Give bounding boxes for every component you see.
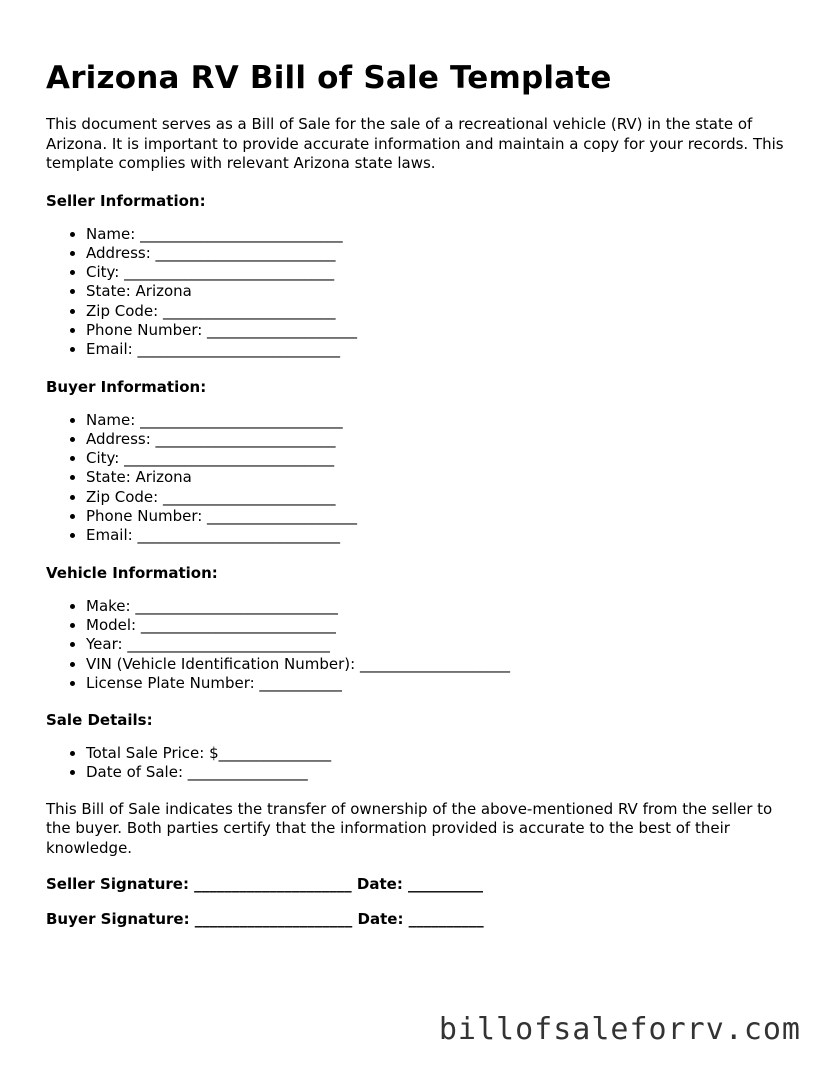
seller-state-item: • State: Arizona bbox=[86, 282, 786, 301]
vehicle-vin-item: • VIN (Vehicle Identification Number): ____________________ bbox=[86, 655, 786, 674]
site-watermark: billofsaleforrv.com bbox=[438, 1012, 801, 1047]
buyer-state-item: • State: Arizona bbox=[86, 468, 786, 487]
buyer-list bbox=[46, 411, 786, 546]
seller-address-item: • Address: ________________________ bbox=[86, 244, 786, 263]
buyer-signature-line: Buyer Signature: _____________________ Date: __________ bbox=[46, 910, 484, 929]
seller-name-item: • Name: ___________________________ bbox=[86, 225, 786, 244]
vehicle-heading: Vehicle Information: bbox=[46, 563, 218, 582]
intro-paragraph: This document serves as a Bill of Sale for the sale of a recreational vehicle (RV) in the state of Arizona. It is important to provide accurate information and maintain a copy for your records. This template complies with relevant Arizona state laws. bbox=[46, 115, 784, 172]
seller-heading: Seller Information: bbox=[46, 191, 206, 210]
vehicle-model-item: • Model: __________________________ bbox=[86, 616, 786, 635]
document-title: Arizona RV Bill of Sale Template bbox=[46, 60, 612, 96]
document-page bbox=[46, 0, 786, 929]
buyer-heading: Buyer Information: bbox=[46, 377, 207, 396]
vehicle-list bbox=[46, 597, 786, 693]
seller-signature-line: Seller Signature: _____________________ Date: __________ bbox=[46, 875, 484, 894]
seller-city-item: • City: ____________________________ bbox=[86, 263, 786, 282]
closing-paragraph: This Bill of Sale indicates the transfer of ownership of the above-mentioned RV from the seller to the buyer. Both parties certify that the information provided is accurate to the best of their knowledge. bbox=[46, 799, 773, 857]
seller-phone-item: • Phone Number: ____________________ bbox=[86, 321, 786, 340]
buyer-city-item: • City: ____________________________ bbox=[86, 449, 786, 468]
sale-price-item: • Total Sale Price: $_______________ bbox=[86, 744, 786, 763]
buyer-zip-item: • Zip Code: _______________________ bbox=[86, 488, 786, 507]
buyer-address-item: • Address: ________________________ bbox=[86, 430, 786, 449]
vehicle-make-item: • Make: ___________________________ bbox=[86, 597, 786, 616]
vehicle-plate-item: • License Plate Number: ___________ bbox=[86, 674, 786, 693]
vehicle-year-item: • Year: ___________________________ bbox=[86, 635, 786, 654]
seller-list bbox=[46, 225, 786, 360]
buyer-email-item: • Email: ___________________________ bbox=[86, 526, 786, 545]
seller-email-item: • Email: ___________________________ bbox=[86, 340, 786, 359]
buyer-name-item: • Name: ___________________________ bbox=[86, 411, 786, 430]
sale-list bbox=[46, 744, 786, 783]
buyer-phone-item: • Phone Number: ____________________ bbox=[86, 507, 786, 526]
sale-date-item: • Date of Sale: ________________ bbox=[86, 763, 786, 782]
sale-heading: Sale Details: bbox=[46, 711, 153, 730]
seller-zip-item: • Zip Code: _______________________ bbox=[86, 302, 786, 321]
